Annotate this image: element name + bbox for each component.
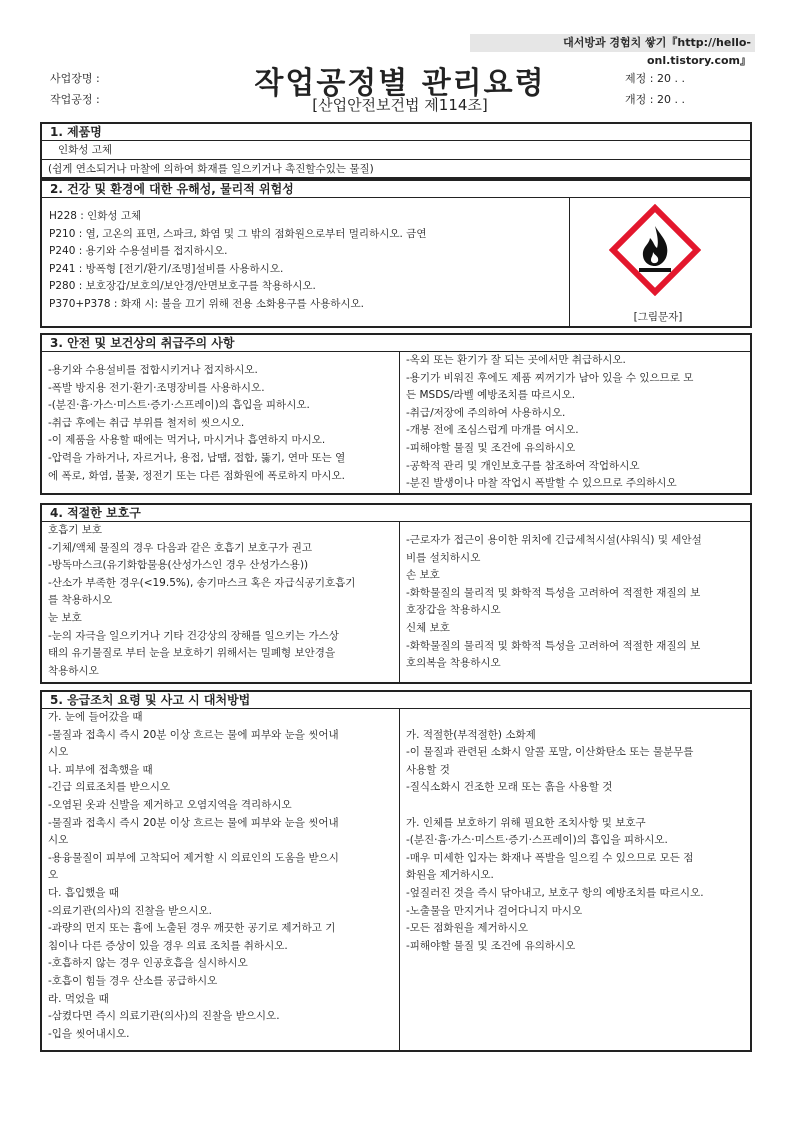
first-aid-line: -오염된 옷과 신발을 제거하고 오염지역을 격리하시오 <box>48 798 292 811</box>
handling-line: -용기와 수용설비를 접합시키거나 접지하시오. <box>48 364 258 376</box>
section-heading: 5. 응급조치 요령 및 사고 시 대처방법 <box>42 692 750 709</box>
ppe-line: -방독마스크(유기화합물용(산성가스인 경우 산성가스용)) <box>48 559 309 572</box>
handling-line: 든 MSDS/라벨 예방조치를 따르시오. <box>406 389 576 402</box>
hazard-statements <box>42 198 570 327</box>
section-handling <box>40 333 752 495</box>
ppe-left <box>42 522 400 683</box>
ppe-line: 착용하시오 <box>48 664 99 677</box>
handling-line: -옥외 또는 환기가 잘 되는 곳에서만 취급하시오. <box>406 354 626 366</box>
handling-line: -이 제품을 사용할 때에는 먹거나, 마시거나 흡연하지 마시오. <box>48 434 326 447</box>
page-title: 작업공정별 관리요령 <box>254 66 546 101</box>
hazard-line: H228 : 인화성 고체 <box>49 210 142 222</box>
hazard-line: P210 : 열, 고온의 표면, 스파크, 화염 및 그 밖의 점화원으로부터 멀리하시오. 금연 <box>49 227 427 240</box>
ppe-right <box>400 522 750 683</box>
handling-line: -압력을 가하거나, 자르거나, 용접, 납땜, 접합, 뚫기, 연마 또는 열 <box>48 451 346 464</box>
first-aid-line: -피해야할 물질 및 조건에 유의하시오 <box>406 939 576 952</box>
ppe-line: -기체/액체 물질의 경우 다음과 같은 호흡기 보호구가 권고 <box>48 541 312 554</box>
first-aid-left <box>42 709 400 1051</box>
first-aid-line: 시오 <box>48 834 69 847</box>
ppe-line: -화학물질의 물리적 및 화학적 특성을 고려하여 적절한 재질의 보 <box>406 639 701 652</box>
section-first-aid <box>40 690 752 1052</box>
first-aid-line: -의료기관(의사)의 진찰을 받으시오. <box>48 904 212 917</box>
first-aid-line: 오 <box>48 869 59 882</box>
section-heading: 4. 적절한 보호구 <box>42 505 750 522</box>
ppe-line: 비를 설치하시오 <box>406 551 481 564</box>
handling-line: -취급/저장에 주의하여 사용하시오. <box>406 406 566 419</box>
first-aid-line: 다. 흡입했을 때 <box>48 886 119 899</box>
enact-date: 제정 : 20 . . <box>625 72 685 85</box>
section-product <box>40 122 752 179</box>
section-ppe <box>40 503 752 684</box>
revise-date: 개정 : 20 . . <box>625 93 685 106</box>
page-subtitle: [산업안전보건법 제114조] <box>312 96 488 114</box>
handling-left <box>42 352 400 494</box>
first-aid-line: -엎질러진 것을 즉시 닦아내고, 보호구 항의 예방조치를 따르시오. <box>406 886 704 899</box>
first-aid-line: -물질과 접촉시 즉시 20분 이상 흐르는 물에 피부와 눈을 씻어내 <box>48 728 339 741</box>
hazard-line: P370+P378 : 화재 시: 불을 끄기 위해 전용 소화용구를 사용하시오. <box>49 297 364 310</box>
handling-line: -폭발 방지용 전기·환기·조명장비를 사용하시오. <box>48 381 265 394</box>
handling-line: -용기가 비워진 후에도 제품 찌꺼기가 남아 있을 수 있으므로 모 <box>406 371 694 384</box>
first-aid-line: -삼켰다면 즉시 의료기관(의사)의 진찰을 받으시오. <box>48 1010 280 1023</box>
first-aid-line: -매우 미세한 입자는 화재나 폭발을 일으킬 수 있으므로 모든 점 <box>406 851 694 864</box>
product-desc: (쉽게 연소되거나 마찰에 의하여 화재를 일으키거나 촉진할수있는 물질) <box>48 163 374 175</box>
hazard-line: P240 : 용기와 수용설비를 접지하시오. <box>49 245 228 258</box>
ppe-line: 를 착용하시오 <box>48 594 113 607</box>
handling-line: -취급 후에는 취급 부위를 철저히 씻으시오. <box>48 416 245 429</box>
ppe-line: 신체 보호 <box>406 621 450 634</box>
first-aid-line: 가. 눈에 들어갔을 때 <box>48 711 143 723</box>
handling-line: -분진 발생이나 마찰 작업시 폭발할 수 있으므로 주의하시오 <box>406 477 677 490</box>
handling-line: -개봉 전에 조심스럽게 마개를 여시오. <box>406 424 579 437</box>
first-aid-line: -용융물질이 피부에 고착되어 제거할 시 의료인의 도움을 받으시 <box>48 851 339 864</box>
handling-line: -공학적 관리 및 개인보호구를 참조하여 작업하시오 <box>406 459 640 472</box>
first-aid-line: 가. 적절한(부적절한) 소화제 <box>406 728 536 741</box>
first-aid-line: -긴급 의료조치를 받으시오 <box>48 781 171 794</box>
ppe-line: -화학물질의 물리적 및 화학적 특성을 고려하여 적절한 재질의 보 <box>406 586 701 599</box>
first-aid-line: -물질과 접촉시 즉시 20분 이상 흐르는 물에 피부와 눈을 씻어내 <box>48 816 339 829</box>
first-aid-line: -(분진·흄·가스·미스트·증기·스프레이)의 흡입을 피하시오. <box>406 834 668 847</box>
first-aid-line <box>406 709 744 727</box>
hazard-line: P280 : 보호장갑/보호의/보안경/안면보호구를 착용하시오. <box>49 280 316 293</box>
ppe-line: 손 보호 <box>406 569 440 582</box>
first-aid-line: -노출물을 만지거나 걸어다니지 마시오 <box>406 904 583 917</box>
site-tag: 대서방과 경험치 쌓기『http://hello-onl.tistory.com』 <box>470 34 755 52</box>
first-aid-line: 라. 먹었을 때 <box>48 992 109 1005</box>
handling-line: -(분진·흄·가스·미스트·증기·스프레이)의 흡입을 피하시오. <box>48 399 310 412</box>
first-aid-line <box>406 797 744 815</box>
process-label: 작업공정 : <box>50 93 100 106</box>
section-heading: 3. 안전 및 보건상의 취급주의 사항 <box>42 335 750 352</box>
hazard-line: P241 : 방폭형 [전기/환기/조명]설비를 사용하시오. <box>49 262 284 275</box>
handling-line: -피해야할 물질 및 조건에 유의하시오 <box>406 441 576 454</box>
pictogram-caption: [그림문자] <box>633 311 683 323</box>
section-heading: 2. 건강 및 환경에 대한 유해성, 물리적 위험성 <box>42 181 750 198</box>
ppe-line: -눈의 자극을 일으키거나 기타 건강상의 장해를 일으키는 가스상 <box>48 629 339 642</box>
ppe-line: 호흡기 보호 <box>48 524 103 536</box>
section-hazards <box>40 179 752 328</box>
pictogram-cell <box>570 198 750 327</box>
first-aid-line: 시오 <box>48 746 69 759</box>
first-aid-line: -모든 점화원을 제거하시오 <box>406 922 529 935</box>
handling-right <box>400 352 750 494</box>
first-aid-line: -호흡이 힘들 경우 산소를 공급하시오 <box>48 974 218 987</box>
handling-line: 에 폭로, 화염, 불꽃, 정전기 또는 다른 점화원에 폭로하지 마시오. <box>48 469 345 482</box>
first-aid-line: 침이나 다른 증상이 있을 경우 의료 조치를 취하시오. <box>48 939 288 952</box>
first-aid-line: -과량의 먼지 또는 흄에 노출된 경우 깨끗한 공기로 제거하고 기 <box>48 922 336 935</box>
ppe-line: 태의 유기물질로 부터 눈을 보호하기 위해서는 밀폐형 보안경을 <box>48 647 336 660</box>
first-aid-right <box>400 709 750 1051</box>
first-aid-line: -이 물질과 관련된 소화시 알콜 포말, 이산화탄소 또는 물분무를 <box>406 746 694 759</box>
section-heading: 1. 제품명 <box>42 124 750 141</box>
product-name: 인화성 고체 <box>42 141 750 160</box>
first-aid-line: -입을 씻어내시오. <box>48 1027 130 1040</box>
workplace-label: 사업장명 : <box>50 72 100 85</box>
ppe-line: 눈 보호 <box>48 611 82 624</box>
ppe-line: 호장갑을 착용하시오 <box>406 604 501 617</box>
first-aid-line: 사용할 것 <box>406 763 450 776</box>
first-aid-line: -호흡하지 않는 경우 인공호흡을 실시하시오 <box>48 957 248 970</box>
ppe-line: 호의복을 착용하시오 <box>406 657 501 670</box>
first-aid-line: 화원을 제거하시오. <box>406 869 494 882</box>
first-aid-line: 나. 피부에 접촉했을 때 <box>48 763 153 776</box>
first-aid-line: -질식소화시 건조한 모래 또는 흙을 사용할 것 <box>406 781 613 794</box>
first-aid-line: 가. 인체를 보호하기 위해 필요한 조치사항 및 보호구 <box>406 816 646 829</box>
flame-icon <box>609 204 701 296</box>
ppe-line: -산소가 부족한 경우(<19.5%), 송기마스크 혹은 자급식공기호흡기 <box>48 576 356 589</box>
ppe-line: -근로자가 접근이 용이한 위치에 긴급세척시설(샤워식) 및 세안설 <box>406 534 702 546</box>
